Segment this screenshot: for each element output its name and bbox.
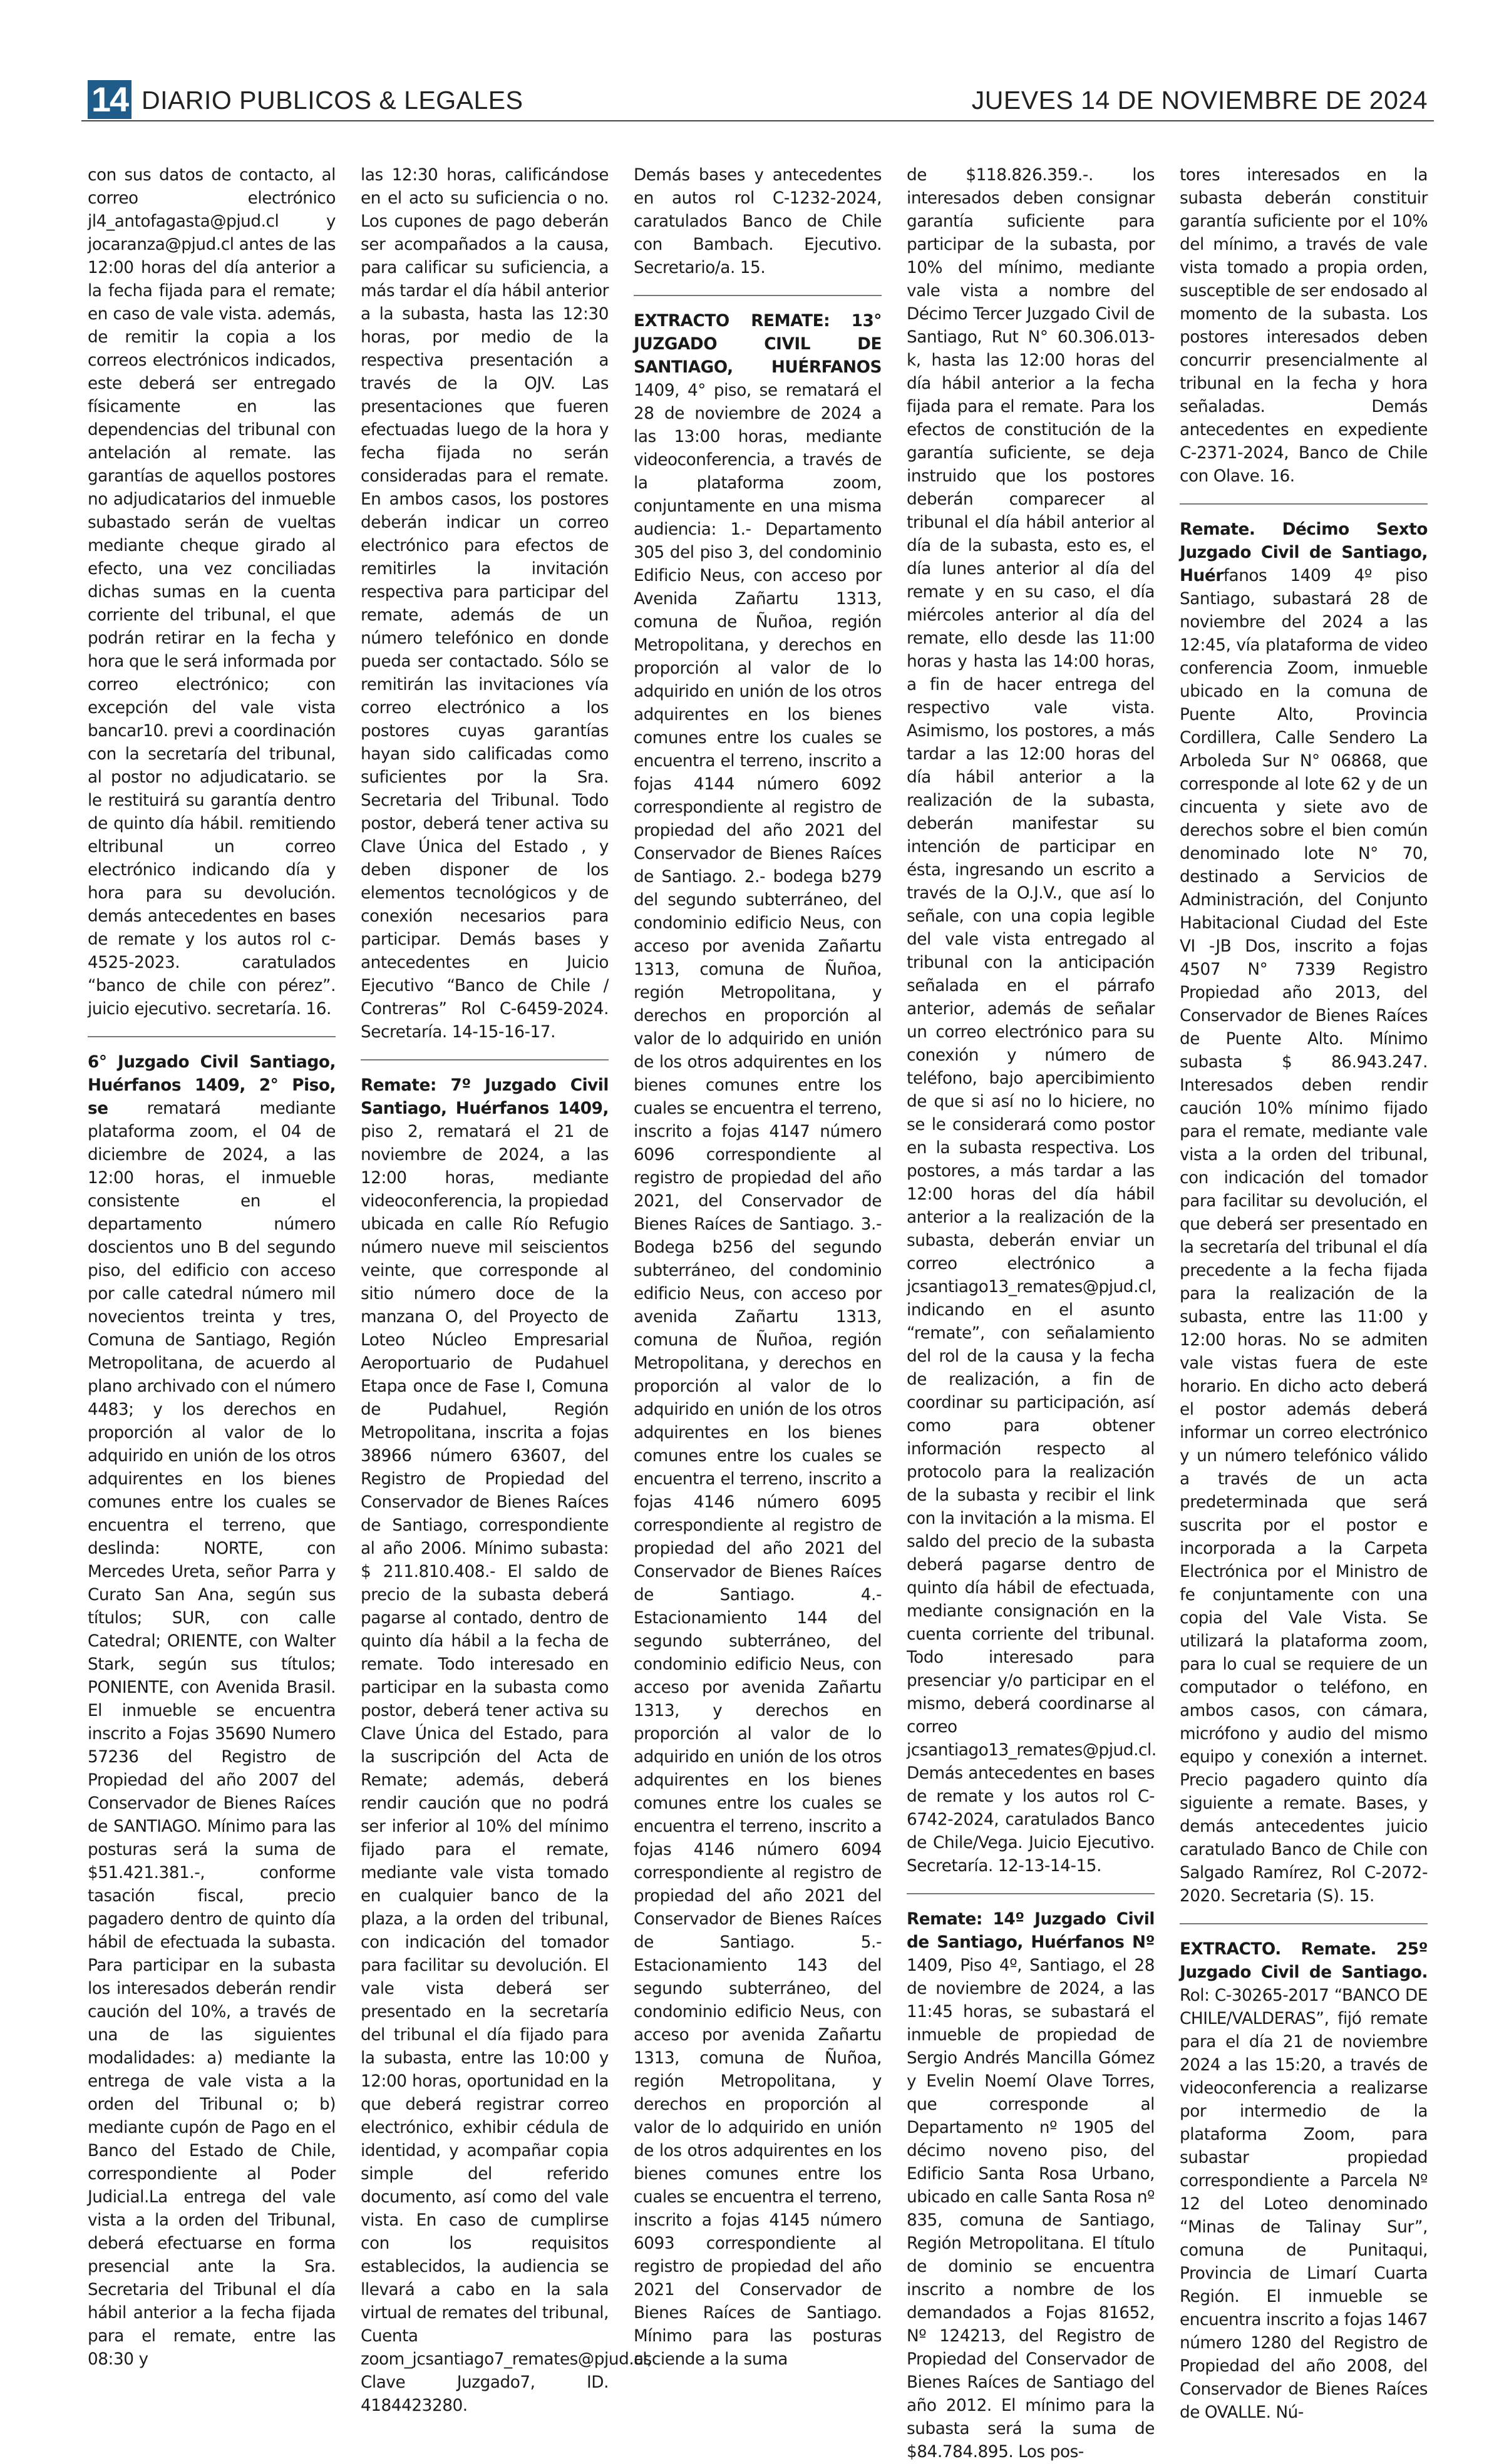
column-3 (634, 164, 882, 2369)
notice-continued: Demás bases y antecedentes en autos rol C-1232-2024, caratulados Banco de Chile con Bambach. Ejecutivo. Secretario/a. 15. (634, 166, 882, 277)
notice (361, 1074, 652, 2418)
page-number: 14 (88, 80, 131, 119)
notice-body: Rol: C-30265-2017 “BANCO DE CHILE/VALDERAS”, fijó remate para el día 21 de noviembre 2024 a las 15:20, a través de videoconferencia a realizarse por intermedio de la plataforma Zoom, para subastar propiedad correspondiente a Parcela Nº 12 del Loteo denominado “Minas de Talinay Sur”, comuna de Punitaqui, Provincia de Limarí Cuarta Región. El inmueble se encuentra inscrito a fojas 1467 número 1280 del Registro de Propiedad del año 2008, del Conservador de Bienes Raíces de OVALLE. Nú- (1180, 1986, 1428, 2422)
notice-body: fanos 1409 4º piso Santiago, subastará 28 de noviembre del 2024 a las 12:45, vía plataforma de video conferencia Zoom, inmueble ubicado en la comuna de Puente Alto, Provincia Cordillera, Calle Sendero La Arboleda Sur N° 06868, que corresponde al lote 62 y de un cincuenta y siete avo de derechos sobre el bien común denominado lote N° 70, destinado a Servicios de Administración, del Conjunto Habitacional Ciudad del Este VI -JB Dos, inscrito a fojas 4507 N° 7339 Registro Propiedad año 2013, del Conservador de Bienes Raíces de Puente Alto. Mínimo subasta $ 86.943.247. Interesados deben rendir caución 10% mínimo fijado para el remate, mediante vale vista a la orden del tribunal, con indicación del tomador para facilitar su devolución, el que deberá ser presentado en la secretaría del tribunal el día precedente a la fecha fijada para la realización de la subasta, entre las 11:00 y 12:00 horas. No se admiten vale vistas fuera de este horario. En dicho acto deberá el postor además deberá informar un correo electrónico y un número telefónico válido a través de un acta predeterminada que será suscrita por el postor e incorporada a la Carpeta Electrónica por el Ministro de fe conjuntamente con una copia del Vale Vista. Se utilizará la plataforma zoom, para lo cual se requiere de un computador o teléfono, en ambos casos, con cámara, micrófono y audio del mismo equipo y conexión a internet. Precio pagadero quinto día siguiente a remate. Bases, y demás antecedentes juicio caratulado Banco de Chile con Salgado Ramírez, Rol C-2072-2020. Secretaria (S). 15. (1180, 567, 1428, 1906)
notice (1180, 518, 1428, 1908)
notice-separator (1180, 503, 1428, 505)
notice-separator (361, 1059, 609, 1060)
column-5 (1180, 164, 1428, 2422)
header-rule (81, 120, 1434, 121)
page-header (81, 80, 1434, 119)
notice (1180, 1938, 1428, 2425)
notice (634, 310, 882, 2371)
columns (88, 164, 1428, 2461)
notice-heading: Remate: 7º Juzgado Civil Santiago, Huérfanos 1409, (361, 1076, 609, 1118)
publication-name: DIARIO PUBLICOS & LEGALES (142, 86, 523, 115)
notice-separator (1180, 1923, 1428, 1924)
notice (88, 1051, 336, 2371)
publication-date: JUEVES 14 DE NOVIEMBRE DE 2024 (971, 86, 1428, 115)
notice-heading: Remate. Décimo Sexto Juzgado Civil de Santiago, Huér (1180, 520, 1428, 585)
notice-heading: Remate: 14º Juzgado Civil de Santiago, Huérfanos Nº (907, 1910, 1155, 1952)
notice-continued: las 12:30 horas, calificándose en el acto su suficiencia o no. Los cupones de pago deberán ser acompañados a la causa, para calificar su suficiencia, a más tardar el día hábil anterior a la subasta, hasta las 12:30 horas, por medio de la respectiva presentación a través de la OJV. Las presentaciones que fueren efectuadas luego de la hora y fecha fijada no serán consideradas para el remate. En ambos casos, los postores deberán indicar un correo electrónico para efectos de remitirles la invitación respectiva para participar del remate, además de un número telefónico en donde pueda ser contactado. Sólo se remitirán las invitaciones vía correo electrónico a los postores cuyas garantías hayan sido calificadas como suficientes por la Sra. Secretaria del Tribunal. Todo postor, deberá tener activa su Clave Única del Estado , y deben disponer de los elementos tecnológicos y de conexión necesarios para participar. Demás bases y antecedentes en Juicio Ejecutivo “Banco de Chile / Contreras” Rol C-6459-2024. Secretaría. 14-15-16-17. (361, 166, 609, 1042)
notice-body: 1409, 4° piso, se rematará el 28 de noviembre de 2024 a las 13:00 horas, mediante videoconferencia, a través de la plataforma zoom, conjuntamente en una misma audiencia: 1.- Departamento 305 del piso 3, del condominio Edificio Neus, con acceso por Avenida Zañartu 1313, comuna de Ñuñoa, región Metropolitana, y derechos en proporción al valor de lo adquirido en unión de los otros adquirentes en los bienes comunes entre los cuales se encuentra el terreno, inscrito a fojas 4144 número 6092 correspondiente al registro de propiedad del año 2021 del Conservador de Bienes Raíces de Santiago. 2.- bodega b279 del segundo subterráneo, del condominio edificio Neus, con acceso por avenida Zañartu 1313, comuna de Ñuñoa, región Metropolitana, y derechos en proporción al valor de lo adquirido en unión de los otros adquirentes en los bienes comunes entre los cuales se encuentra el terreno, inscrito a fojas 4147 número 6096 correspondiente al registro de propiedad del año 2021, del Conservador de Bienes Raíces de Santiago. 3.- Bodega b256 del segundo subterráneo, del condominio edificio Neus, con acceso por avenida Zañartu 1313, comuna de Ñuñoa, región Metropolitana, y derechos en proporción al valor de lo adquirido en unión de los otros adquirentes en los bienes comunes entre los cuales se encuentra el terreno, inscrito a fojas 4146 número 6095 correspondiente al registro de propiedad del año 2021 del Conservador de Bienes Raíces de Santiago. 4.- Estacionamiento 144 del segundo subterráneo, del condominio edificio Neus, con acceso por avenida Zañartu 1313, y derechos en proporción al valor de lo adquirido en unión de los otros adquirentes en los bienes comunes entre los cuales se encuentra el terreno, inscrito a fojas 4146 número 6094 correspondiente al registro de propiedad del año 2021 del Conservador de Bienes Raíces de Santiago. 5.- Estacionamiento 143 del segundo subterráneo, del condominio edificio Neus, con acceso por avenida Zañartu 1313, comuna de Ñuñoa, región Metropolitana, y derechos en proporción al valor de lo adquirido en unión de los otros adquirentes en los bienes comunes entre los cuales se encuentra el terreno, inscrito a fojas 4145 número 6093 correspondiente al registro de propiedad del año 2021 del Conservador de Bienes Raíces de Santiago. Mínimo para las posturas asciende a la suma (634, 381, 882, 2369)
column-1 (88, 164, 336, 2369)
column-4 (907, 164, 1157, 2461)
notice-continued: de $118.826.359.-. los interesados deben consignar garantía suficiente para participar de la subasta, por 10% del mínimo, mediante vale vista a nombre del Décimo Tercer Juzgado Civil de Santiago, Rut N° 60.306.013-k, hasta las 12:00 horas del día hábil anterior a la fecha fijada para el remate. Para los efectos de constitución de la garantía suficiente, se deja instruido que los postores deberán comparecer al tribunal el día hábil anterior al día de la subasta, esto es, el día lunes anterior al día del remate y en su caso, el día miércoles anterior al día del remate, ello desde las 11:00 horas y hasta las 14:00 horas, a fin de hacer entrega del respectivo vale vista. Asimismo, los postores, a más tardar a las 12:00 horas del día hábil anterior a la realización de la subasta, deberán manifestar su intención de participar en ésta, ingresando un escrito a través de la O.J.V., que así lo señale, con una copia legible del vale vista entregado al tribunal con la anticipación señalada en el párrafo anterior, además de señalar un correo electrónico para su conexión y número de teléfono, bajo apercibimiento de que si así no lo hiciere, no se le considerará como postor en la subasta respectiva. Los postores, a más tardar a las 12:00 horas del día hábil anterior a la realización de la subasta, deberán enviar un correo electrónico a jcsantiago13_remates@pjud.cl, indicando en el asunto “remate”, con señalamiento del rol de la causa y la fecha de realización, a fin de coordinar su participación, así como para obtener información respecto al protocolo para la realización de la subasta y recibir el link con la invitación a la misma. El saldo del precio de la subasta deberá pagarse dentro de quinto día hábil de efectuada, mediante consignación en la cuenta corriente del tribunal. Todo interesado para presenciar y/o participar en el mismo, deberá coordinarse al correo jcsantiago13_remates@pjud.cl. Demás antecedentes en bases de remate y los autos rol C-6742-2024, caratulados Banco de Chile/Vega. Juicio Ejecutivo. Secretaría. 12-13-14-15. (907, 166, 1157, 1876)
notice-heading: EXTRACTO. Remate. 25º Juzgado Civil de Santiago. (1180, 1940, 1428, 1982)
notice-body: 1409, Piso 4º, Santiago, el 28 de noviembre de 2024, a las 11:45 horas, se subastará el inmueble de propiedad de Sergio Andrés Mancilla Gómez y Evelin Noemí Olave Torres, que corresponde al Departamento nº 1905 del décimo noveno piso, del Edificio Santa Rosa Urbano, ubicado en calle Santa Rosa nº 835, comuna de Santiago, Región Metropolitana. El título de dominio se encuentra inscrito a nombre de los demandados a Fojas 81652, Nº 124213, del Registro de Propiedad del Conservador de Bienes Raíces de Santiago del año 2012. El mínimo para la subasta será la suma de $84.784.895. Los pos- (907, 1956, 1155, 2461)
notice-heading: 6° Juzgado Civil Santiago, Huérfanos 1409, 2° Piso, se (88, 1053, 336, 1118)
notice-body: rematará mediante plataforma zoom, el 04 de diciembre de 2024, a las 12:00 horas, el inmueble consistente en el departamento número doscientos uno B del segundo piso, del edificio con acceso por calle catedral número mil novecientos treinta y tres, Comuna de Santiago, Región Metropolitana, de acuerdo al plano archivado con el número 4483; y los derechos en proporción al valor de lo adquirido en unión de los otros adquirentes en los bienes comunes entre los cuales se encuentra el terreno, que deslinda: NORTE, con Mercedes Ureta, señor Parra y Curato San Ana, según sus títulos; SUR, con calle Catedral; ORIENTE, con Walter Stark, según sus títulos; PONIENTE, con Avenida Brasil. El inmueble se encuentra inscrito a Fojas 35690 Numero 57236 del Registro de Propiedad del año 2007 del Conservador de Bienes Raíces de SANTIAGO. Mínimo para las posturas será la suma de $51.421.381.-, conforme tasación fiscal, precio pagadero dentro de quinto día hábil de efectuada la subasta. Para participar en la subasta los interesados deberán rendir caución del 10%, a través de una de las siguientes modalidades: a) mediante la entrega de vale vista a la orden del Tribunal o; b) mediante cupón de Pago en el Banco del Estado de Chile, correspondiente al Poder Judicial.La entrega del vale vista a la orden del Tribunal, deberá efectuarse en forma presencial ante la Sra. Secretaria del Tribunal el día hábil anterior a la fecha fijada para el remate, entre las 08:30 y (88, 1099, 336, 2369)
notice-continued: con sus datos de contacto, al correo electrónico jl4_antofagasta@pjud.cl y jocaranza@pjud.cl antes de las 12:00 horas del día anterior a la fecha fijada para el remate; en caso de vale vista. además, de remitir la copia a los correos electrónicos indicados, este deberá ser entregado físicamente en las dependencias del tribunal con antelación al remate. las garantías de aquellos postores no adjudicatarios del inmueble subastado serán de vueltas mediante cheque girado al efecto, una vez conciliadas dichas sumas en la cuenta corriente del tribunal, el que podrán retirar en la fecha y hora que le será informada por correo electrónico; con excepción del vale vista bancar10. previ a coordinación con la secretaría del tribunal, al postor no adjudicatario. se le restituirá su garantía dentro de quinto día hábil. remitiendo eltribunal un correo electrónico indicando día y hora para su devolución. demás antecedentes en bases de remate y los autos rol c-4525-2023. caratulados “banco de chile con pérez”. juicio ejecutivo. secretaría. 16. (88, 166, 336, 1019)
column-2 (361, 164, 652, 2415)
notice-separator (907, 1893, 1155, 1894)
notice-heading: EXTRACTO REMATE: 13° JUZGADO CIVIL DE SANTIAGO, HUÉRFANOS (634, 312, 882, 377)
notice (907, 1908, 1155, 2464)
notice-separator (634, 295, 882, 296)
notice-body: piso 2, rematará el 21 de noviembre de 2024, a las 12:00 horas, mediante videoconferencia, la propiedad ubicada en calle Río Refugio número nueve mil seiscientos veinte, que corresponde al sitio número doce de la manzana O, del Proyecto de Loteo Núcleo Empresarial Aeroportuario de Pudahuel Etapa once de Fase I, Comuna de Pudahuel, Región Metropolitana, inscrita a fojas 38966 número 63607, del Registro de Propiedad del Conservador de Bienes Raíces de Santiago, correspondiente al año 2006. Mínimo subasta: $ 211.810.408.- El saldo de precio de la subasta deberá pagarse al contado, dentro de quinto día hábil a la fecha de remate. Todo interesado en participar en la subasta como postor, deberá tener activa su Clave Única del Estado, para la suscripción del Acta de Remate; además, deberá rendir caución que no podrá ser inferior al 10% del mínimo fijado para el remate, mediante vale vista tomado en cualquier banco de la plaza, a la orden del tribunal, con indicación del tomador para facilitar su devolución. El vale vista deberá ser presentado en la secretaría del tribunal el día fijado para la subasta, entre las 10:00 y 12:00 horas, oportunidad en la que deberá registrar correo electrónico, exhibir cédula de identidad, y acompañar copia simple del referido documento, así como del vale vista. En caso de cumplirse con los requisitos establecidos, la audiencia se llevará a cabo en la sala virtual de remates del tribunal, Cuenta zoom_jcsantiago7_remates@pjud.cl, Clave Juzgado7, ID. 4184423280. (361, 1122, 652, 2415)
notice-separator (88, 1036, 336, 1037)
notice-continued: tores interesados en la subasta deberán constituir garantía suficiente por el 10% del mínimo, a través de vale vista tomado a propia orden, susceptible de ser endosado al momento de la subasta. Los postores interesados deben concurrir presencialmente al tribunal en la fecha y hora señaladas. Demás antecedentes en expediente C-2371-2024, Banco de Chile con Olave. 16. (1180, 166, 1428, 486)
